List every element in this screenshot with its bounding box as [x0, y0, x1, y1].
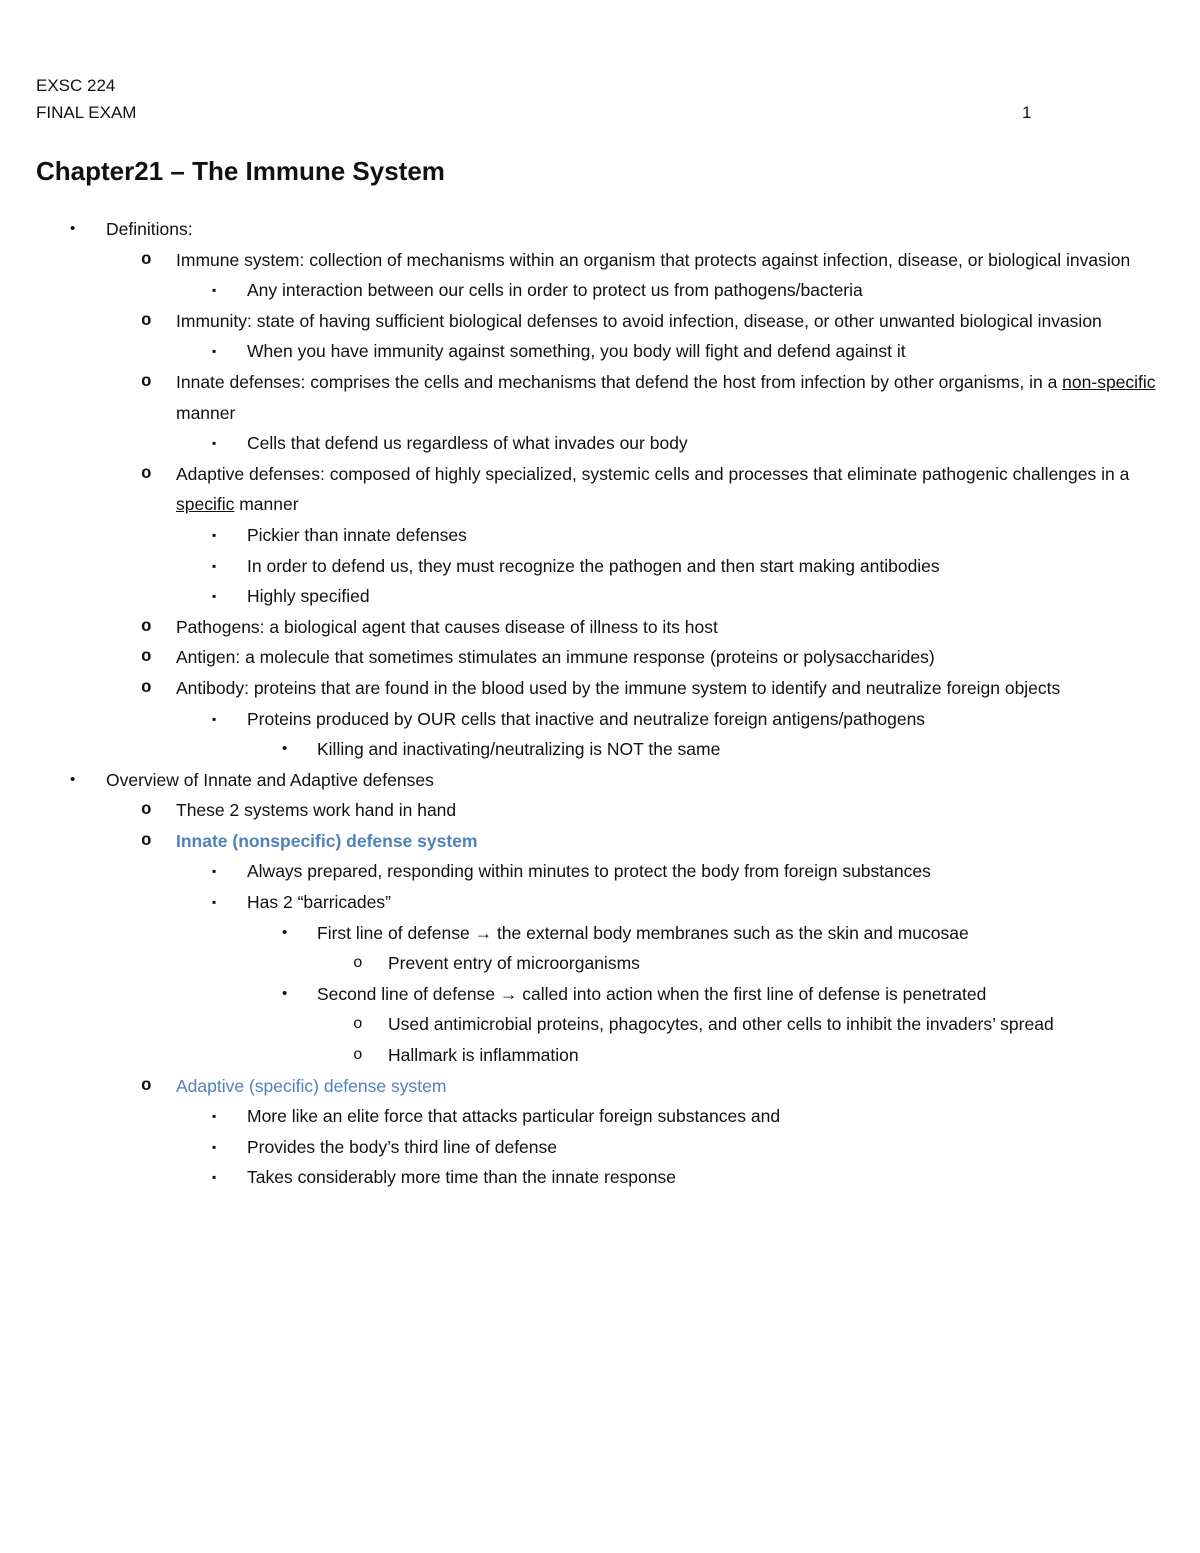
- circle-bullet: o: [353, 954, 363, 973]
- overview-heading-text: Overview of Innate and Adaptive defenses: [106, 769, 434, 790]
- course-code: EXSC 224: [36, 76, 116, 95]
- definition-antigen: [0, 642, 1200, 673]
- circle-bullet: o: [141, 616, 152, 637]
- adaptive-system-heading-text: Adaptive (specific) defense system: [176, 1075, 447, 1096]
- definition-text: Pathogens: a biological agent that causes disease of illness to its host: [176, 616, 718, 637]
- definition-text: Immunity: state of having sufficient biological defenses to avoid infection, disease, or other unwanted biological invasion: [176, 310, 1102, 331]
- circle-bullet: o: [141, 1075, 152, 1096]
- disc-bullet: •: [70, 770, 76, 788]
- square-bullet: ▪: [212, 1170, 217, 1185]
- definition-innate-defenses: [0, 367, 1200, 428]
- list-item: [0, 520, 1200, 551]
- second-line-label: Second line of defense: [317, 983, 500, 1004]
- list-item-text: Pickier than innate defenses: [247, 524, 467, 545]
- square-bullet: ▪: [212, 589, 217, 604]
- disc-bullet: •: [70, 220, 76, 237]
- list-item: [0, 795, 1200, 826]
- underlined-term: specific: [176, 494, 235, 515]
- square-bullet: ▪: [212, 527, 217, 542]
- list-item-text: Hallmark is inflammation: [388, 1045, 579, 1066]
- list-item-text: Used antimicrobial proteins, phagocytes, and other cells to inhibit the invaders’ spread: [388, 1014, 1054, 1035]
- list-item-text: Provides the body’s third line of defense: [247, 1136, 558, 1157]
- square-bullet: ▪: [212, 1139, 217, 1154]
- circle-bullet: o: [141, 371, 152, 392]
- list-item-text: Always prepared, responding within minutes to protect the body from foreign substances: [247, 861, 931, 882]
- list-item: [0, 1132, 1200, 1163]
- list-item: [0, 887, 1200, 918]
- innate-system-heading: [0, 826, 1200, 857]
- circle-bullet: o: [141, 800, 152, 821]
- definition-immunity: [0, 306, 1200, 337]
- underlined-term: non-specific: [1062, 371, 1156, 392]
- second-line-text: called into action when the first line of defense is penetrated: [517, 983, 987, 1004]
- list-item-text: Killing and inactivating/neutralizing is NOT the same: [317, 739, 721, 760]
- disc-bullet: •: [282, 923, 288, 941]
- square-bullet: ▪: [212, 344, 217, 359]
- list-item: [0, 734, 1200, 765]
- page-number: 1: [1022, 103, 1032, 122]
- first-line-of-defense: [0, 918, 1200, 949]
- definition-immune-system: [0, 245, 1200, 276]
- list-item: [0, 1162, 1200, 1193]
- list-item: [0, 581, 1200, 612]
- circle-bullet: o: [141, 830, 152, 851]
- list-item: [0, 1009, 1200, 1040]
- list-item-text: Highly specified: [247, 586, 370, 607]
- list-item: [0, 1040, 1200, 1071]
- definition-text-end: manner: [234, 494, 299, 515]
- definition-antibody: [0, 673, 1200, 704]
- definitions-heading: [0, 214, 1200, 245]
- first-line-text: the external body membranes such as the skin and mucosae: [492, 922, 969, 943]
- list-item-text: Takes considerably more time than the innate response: [247, 1167, 676, 1188]
- overview-heading: [0, 765, 1200, 796]
- circle-bullet: o: [353, 1015, 363, 1034]
- list-item-text: Any interaction between our cells in order to protect us from pathogens/bacteria: [247, 280, 863, 301]
- circle-bullet: o: [353, 1046, 363, 1065]
- square-bullet: ▪: [212, 864, 217, 879]
- square-bullet: ▪: [212, 1109, 217, 1124]
- second-line-of-defense: [0, 979, 1200, 1010]
- arrow-right-icon: →: [499, 983, 518, 1004]
- definition-adaptive-defenses: [0, 459, 1200, 520]
- definition-pathogens: [0, 612, 1200, 643]
- list-item-text: Proteins produced by OUR cells that inactive and neutralize foreign antigens/pathogens: [247, 708, 926, 729]
- square-bullet: ▪: [212, 558, 217, 573]
- list-item-text: Has 2 “barricades”: [247, 892, 391, 913]
- disc-bullet: •: [282, 740, 288, 758]
- page-title: Chapter21 – The Immune System: [36, 156, 445, 186]
- square-bullet: ▪: [212, 436, 217, 451]
- notes-outline: [0, 214, 1200, 1193]
- circle-bullet: o: [141, 249, 152, 270]
- list-item-text: When you have immunity against something, you body will fight and defend against it: [247, 341, 906, 362]
- square-bullet: ▪: [212, 711, 217, 726]
- list-item: [0, 856, 1200, 887]
- arrow-right-icon: →: [474, 922, 493, 943]
- list-item-text: In order to defend us, they must recognize the pathogen and then start making antibodies: [247, 555, 940, 576]
- innate-system-heading-text: Innate (nonspecific) defense system: [176, 830, 478, 851]
- list-item: [0, 948, 1200, 979]
- circle-bullet: o: [141, 647, 152, 668]
- list-item: [0, 336, 1200, 367]
- list-item: [0, 428, 1200, 459]
- circle-bullet: o: [141, 463, 152, 484]
- circle-bullet: o: [141, 310, 152, 331]
- list-item-text: More like an elite force that attacks particular foreign substances and: [247, 1106, 781, 1127]
- square-bullet: ▪: [212, 895, 217, 910]
- definitions-heading-text: Definitions:: [106, 219, 193, 239]
- definition-text: Antigen: a molecule that sometimes stimulates an immune response (proteins or polysaccharides): [176, 647, 935, 668]
- definition-text: Adaptive defenses: composed of highly specialized, systemic cells and processes that eliminate pathogenic challenges in a: [176, 463, 1130, 484]
- definition-text-end: manner: [176, 402, 236, 423]
- adaptive-system-heading: [0, 1071, 1200, 1102]
- definition-text: Innate defenses: comprises the cells and mechanisms that defend the host from infection by other organisms, in a: [176, 371, 1063, 392]
- exam-label: FINAL EXAM: [36, 103, 137, 122]
- first-line-label: First line of defense: [317, 922, 475, 943]
- list-item-text: These 2 systems work hand in hand: [176, 800, 457, 821]
- disc-bullet: •: [282, 984, 288, 1002]
- list-item: [0, 1101, 1200, 1132]
- list-item-text: Prevent entry of microorganisms: [388, 953, 640, 974]
- list-item: [0, 551, 1200, 582]
- list-item: [0, 275, 1200, 306]
- circle-bullet: o: [141, 677, 152, 698]
- definition-text: Antibody: proteins that are found in the blood used by the immune system to identify and neutralize foreign objects: [176, 677, 1061, 698]
- square-bullet: ▪: [212, 283, 217, 298]
- list-item-text: Cells that defend us regardless of what invades our body: [247, 433, 688, 454]
- definition-text: Immune system: collection of mechanisms within an organism that protects against infection, disease, or biological invasion: [176, 249, 1131, 270]
- list-item: [0, 704, 1200, 735]
